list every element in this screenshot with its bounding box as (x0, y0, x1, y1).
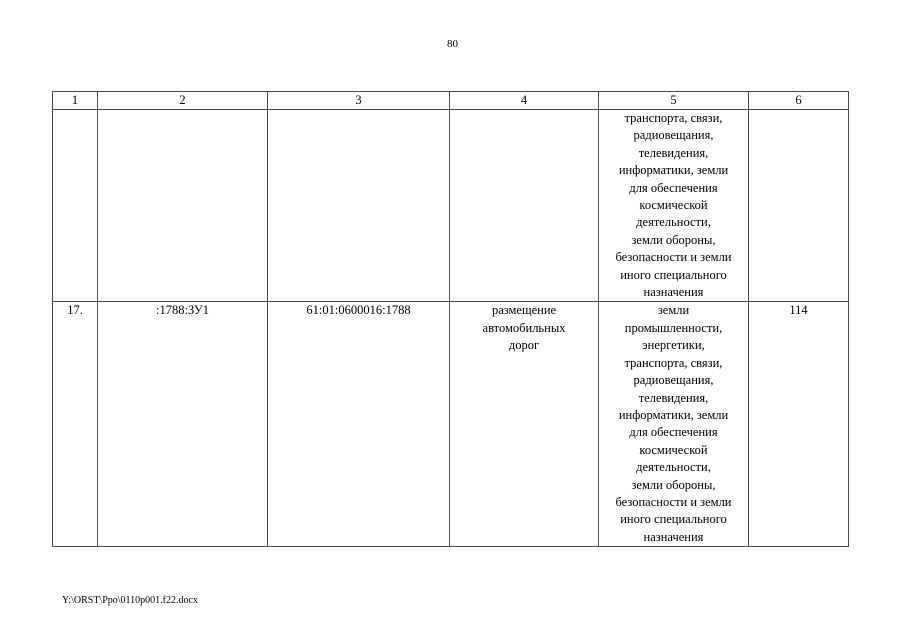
cell-area: 114 (749, 302, 849, 547)
table-row (53, 302, 849, 547)
header-col-6: 6 (749, 92, 849, 110)
table-row (53, 110, 849, 302)
cell-permitted-use: размещение автомобильных дорог (450, 302, 599, 547)
header-col-2: 2 (98, 92, 268, 110)
header-col-3: 3 (268, 92, 450, 110)
cell-land-category: земли промышленности, энергетики, транспорта, связи, радиовещания, телевидения, информатики, земли для обеспечения космической деятельности, земли обороны, безопасности и земли иного специального назначения (599, 302, 749, 547)
cell-land-category: транспорта, связи, радиовещания, телевидения, информатики, земли для обеспечения космической деятельности, земли обороны, безопасности и земли иного специального назначения (599, 110, 749, 302)
page-number: 80 (447, 38, 458, 50)
header-col-5: 5 (599, 92, 749, 110)
cell-permitted-use (450, 110, 599, 302)
table-header-row (53, 92, 849, 110)
header-col-1: 1 (53, 92, 98, 110)
header-col-4: 4 (450, 92, 599, 110)
cell-area (749, 110, 849, 302)
cell-plot-designation (98, 110, 268, 302)
cell-cadastral-number: 61:01:0600016:1788 (268, 302, 450, 547)
footer-file-path: Y:\ORST\Ppo\0110p001.f22.docx (62, 595, 198, 606)
cell-number (53, 110, 98, 302)
cell-cadastral-number (268, 110, 450, 302)
data-table (52, 91, 849, 547)
cell-plot-designation: :1788:ЗУ1 (98, 302, 268, 547)
cell-number: 17. (53, 302, 98, 547)
